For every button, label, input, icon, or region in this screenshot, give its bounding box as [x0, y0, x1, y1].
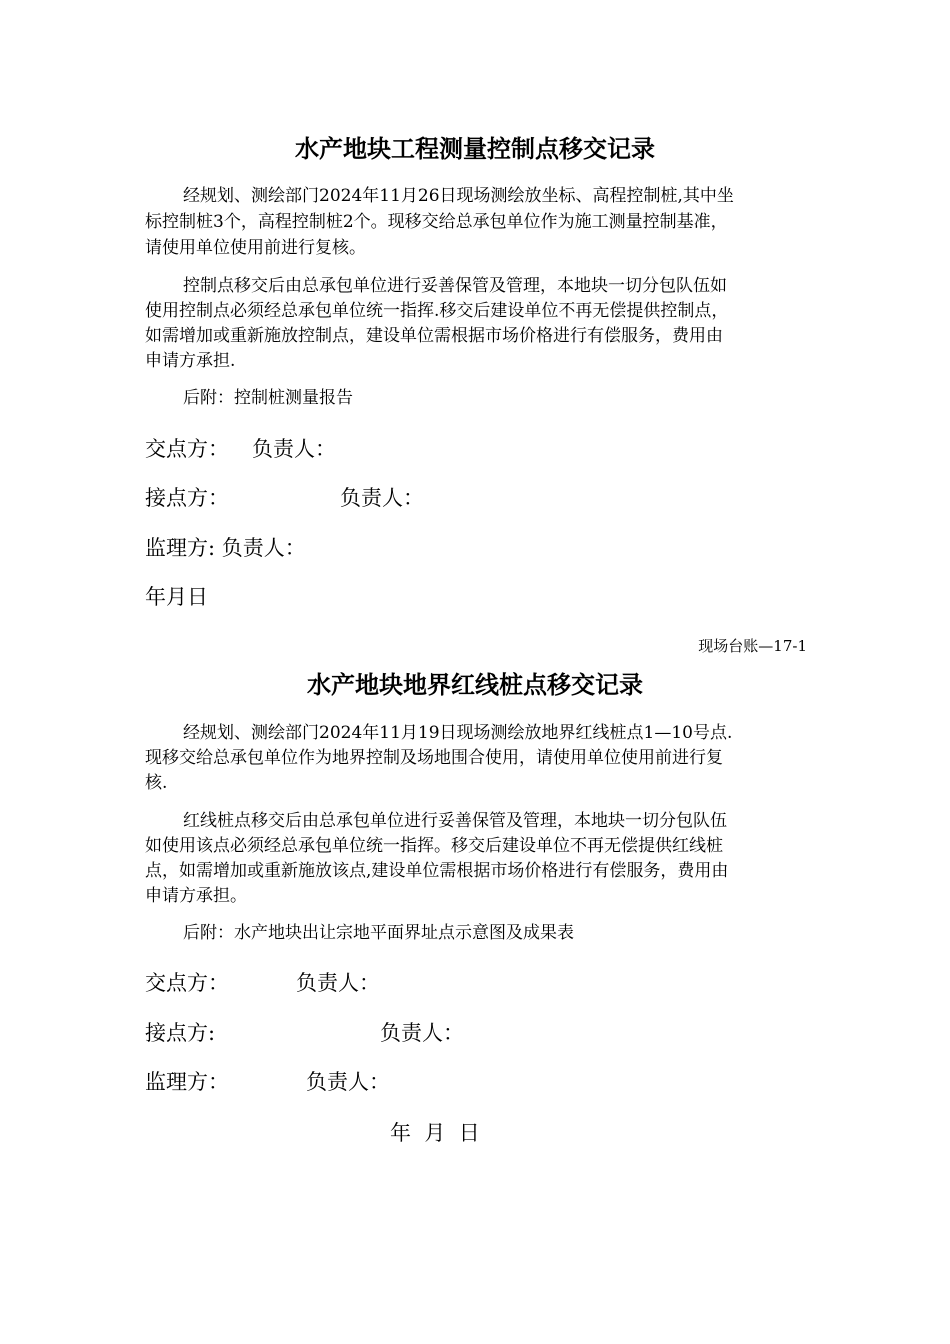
record1-supervisor-line: 监理方: 负责人： [145, 536, 306, 560]
record2-para1-line3: 核. [145, 773, 168, 793]
record1-para1-line2: 标控制桩3个，高程控制桩2个。现移交给总承包单位作为施工测量控制基准， [145, 212, 728, 232]
record2-para2-line2: 如使用该点必须经总承包单位统一指挥。移交后建设单位不再无偿提供红线桩 [145, 836, 723, 856]
record1-receiver-person: 负责人： [340, 486, 424, 510]
record2-attachment: 后附：水产地块出让宗地平面界址点示意图及成果表 [183, 923, 574, 943]
record2-title: 水产地块地界红线桩点移交记录 [307, 670, 643, 699]
record1-handover-person: 负责人： [252, 437, 336, 461]
record2-date: 年 月 日 [390, 1121, 480, 1145]
record1-receiver-label: 接点方： [145, 486, 229, 510]
record2-receiver-person: 负责人： [380, 1021, 464, 1045]
record2-ref-number: 现场台账—17-1 [698, 637, 807, 655]
record2-handover-person: 负责人： [296, 971, 380, 995]
record2-para1-line2: 现移交给总承包单位作为地界控制及场地围合使用，请使用单位使用前进行复 [145, 748, 723, 768]
record2-supervisor-person: 负责人： [306, 1070, 390, 1094]
record1-para2-line1: 控制点移交后由总承包单位进行妥善保管及管理，本地块一切分包队伍如 [183, 276, 727, 296]
record1-title: 水产地块工程测量控制点移交记录 [295, 134, 655, 163]
record2-receiver-label: 接点方: [145, 1021, 216, 1045]
record1-para2-line2: 使用控制点必须经总承包单位统一指挥.移交后建设单位不再无偿提供控制点， [145, 301, 729, 321]
record2-para2-line3: 点，如需增加或重新施放该点,建设单位需根据市场价格进行有偿服务，费用由 [145, 861, 729, 881]
record2-supervisor-label: 监理方： [145, 1070, 229, 1094]
record2-para1-line1: 经规划、测绘部门2024年11月19日现场测绘放地界红线桩点1—10号点. [183, 723, 733, 743]
record1-handover-label: 交点方： [145, 437, 229, 461]
record1-para1-line1: 经规划、测绘部门2024年11月26日现场测绘放坐标、高程控制桩,其中坐 [183, 186, 734, 206]
record1-para2-line3: 如需增加或重新施放控制点，建设单位需根据市场价格进行有偿服务，费用由 [145, 326, 723, 346]
record1-para1-line3: 请使用单位使用前进行复核。 [145, 238, 366, 258]
record2-para2-line1: 红线桩点移交后由总承包单位进行妥善保管及管理，本地块一切分包队伍 [183, 811, 727, 831]
record2-para2-line4: 申请方承担。 [145, 886, 247, 906]
record1-attachment: 后附：控制桩测量报告 [183, 388, 353, 408]
record1-date: 年月日 [145, 585, 208, 609]
record2-handover-label: 交点方： [145, 971, 229, 995]
record1-para2-line4: 申请方承担. [145, 351, 236, 371]
